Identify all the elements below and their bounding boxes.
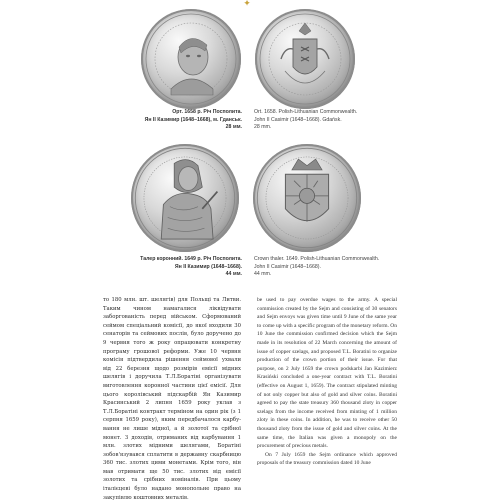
ort-caption-ukrainian-title: Орт. 1658 р. Річ Посполита. [172,109,242,115]
thaler-caption-ukrainian-title: Талер коронний. 1649 р. Річ Посполита. [140,256,242,262]
english-text-column [257,296,397,496]
ukrainian-paragraph: то 180 млн. шт. шелягів) для Польщі та Литви. Таким чином намагалися ліквідувати заборгованість перед військом. Сформований сеймом спеціальний комісії, до якої входили 30 сенаторів та сеймових послів, було доручено до 9 червня того ж року опрацювати конкретну програму грошової реформи. Уже 10 червня комісія підтвердила рішення сеймової ухвали від 22 березня щодо розмірів емісії мідних шелягів і доручила Т.Л.Боратіні організувати виготовлення коронної частини цієї емісії. Для цього королівський підскарбій Ян Казимир Красинський 2 липня 1659 року уклав з Т.Л.Боратіні контракт терміном на один рік (з 1 серпня 1659 року), яким передбачалося карбування не лише мідної, а й золотої та срібної монет. З доходів, отриманих від карбування 1 млн. злотих мідними шелягами, Боратіні зобов'язувався сплатити в державну скарбницю 360 тис. злотих цими монетами. Крім того, він мав отримати ще 50 тис. злотих від емісії золотих та срібних номіналів. При цьому італієцеві було надано монопольне право на закупівлю коштовних металів. [103,297,241,501]
ukrainian-text-column [103,296,241,501]
ort-caption-english-title: Ort. 1658. Polish-Lithuanian Commonwealth. [254,109,358,115]
thaler-obverse-coin-image [131,144,239,252]
ort-obverse-coin-drawing [141,9,241,109]
ort-obverse-coin-image [141,9,241,109]
thaler-caption-ukrainian-size: 44 мм. [225,271,242,277]
ort-caption-ukrainian-size: 28 мм. [225,124,242,130]
thaler-caption-english-size: 44 mm. [254,271,272,277]
ort-caption-ukrainian [100,109,242,132]
thaler-caption-english-ruler: John II Casimir (1648–1668). [254,263,321,270]
thaler-reverse-coin-drawing [253,144,361,252]
ort-caption-english-size: 28 mm. [254,124,272,130]
ort-caption-english [254,109,404,132]
thaler-reverse-coin-image [253,144,361,252]
english-paragraph: be used to pay overdue wages to the army. A special commission created by the Sejm and consisting of 30 senators and Sejm envoys was given time until 9 June of the same year to come up with a specific program of the monetary reform. On 10 June the commission confirmed decision which the Sejm made in its resolution of 22 March concerning the amount of issue of copper szelags, and proposed T.L. Boratini to organize production of the crown portion of their issue. For that purpose, on 2 July 1659 the crown podskarbi Jan Kazimierz Krasiński concluded a one-year contract with T.L. Boratini (effective on August 1, 1659). The contract stipulated minting of not only copper but also of gold and silver coins. Boratini agreed to pay the state treasury 360 thousand zloty in copper szelags from the income received from minting of 1 million zloty in these coins. In addition, he was to receive other 50 thousand zloty from the issue of gold and silver coins. At the same time, the Italian was given a monopoly on the procurement of precious metals. [257,297,397,450]
thaler-caption-english [254,256,404,279]
ort-caption-ukrainian-ruler: Ян II Казимир (1648–1668), м. Гданськ. [144,116,242,123]
ort-reverse-coin-image [255,9,355,109]
english-paragraph: On 7 July 1659 the Sejm ordinance which approved proposals of the treasury commission dated 10 June [257,451,397,467]
header-ornament: ✦ [243,0,251,9]
thaler-obverse-coin-drawing [131,144,239,252]
ort-caption-english-ruler: John II Casimir (1648–1668). Gdańsk. [254,116,342,123]
thaler-caption-ukrainian-ruler: Ян II Казимир (1648–1668). [174,263,242,270]
ort-reverse-coin-drawing [255,9,355,109]
thaler-caption-ukrainian [100,256,242,279]
thaler-caption-english-title: Crown thaler. 1649. Polish-Lithuanian Commonwealth. [254,256,380,262]
